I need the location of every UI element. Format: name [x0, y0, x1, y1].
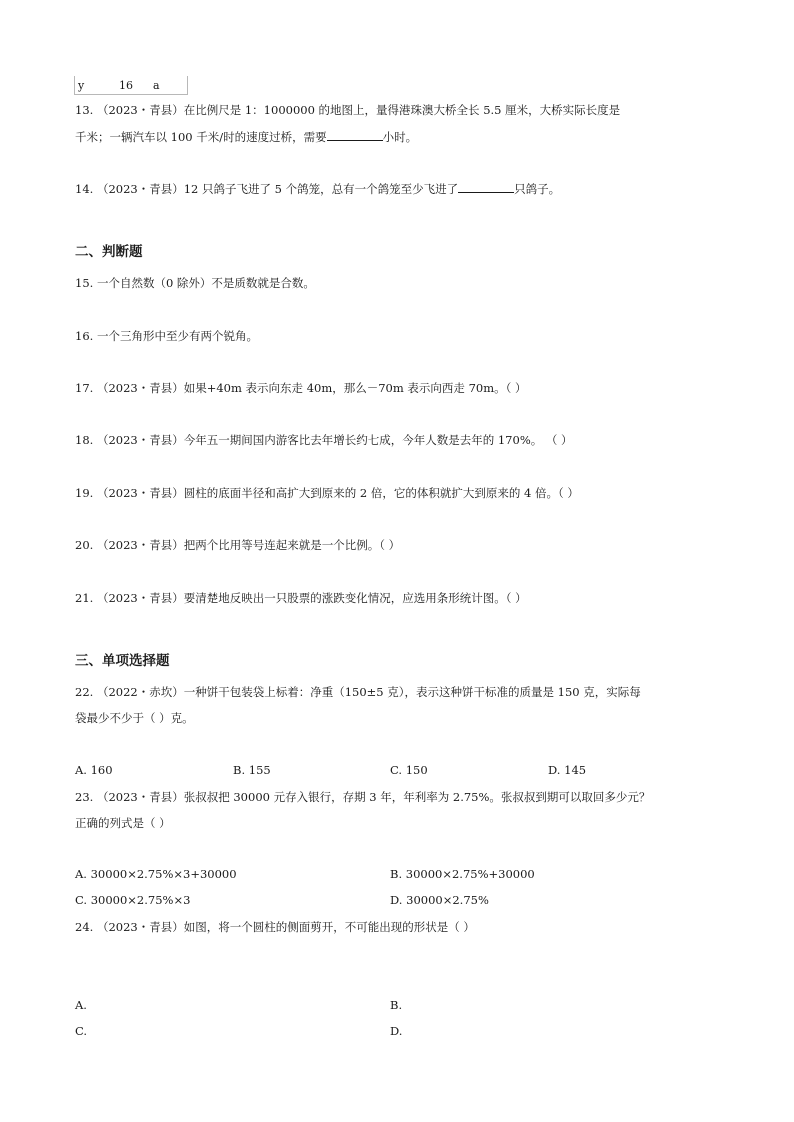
question-21: 21. （2023・青县）要清楚地反映出一只股票的涨跌变化情况，应选用条形统计图。（ ） — [75, 591, 527, 605]
question-20: 20. （2023・青县）把两个比用等号连起来就是一个比例。（ ） — [75, 538, 401, 552]
question-23-line1: 23. （2023・青县）张叔叔把 30000 元存入银行，存期 3 年，年利率为 2.75%。张叔叔到期可以取回多少元？ — [75, 790, 651, 804]
option-a[interactable]: A. — [75, 998, 87, 1012]
question-22-line2: 袋最少不少于（ ）克。 — [75, 711, 194, 725]
section-title-judgement: 二、判断题 — [75, 244, 143, 260]
question-14 — [75, 181, 560, 197]
question-14-text: 14. （2023・青县）12 只鸽子飞进了 5 个鸽笼，总有一个鸽笼至少飞进了 — [75, 182, 459, 196]
option-b[interactable]: B. 155 — [233, 763, 271, 777]
option-b[interactable]: B. 30000×2.75%+30000 — [390, 867, 535, 881]
question-13-line1: 13. （2023・青县）在比例尺是 1：1000000 的地图上，量得港珠澳大桥全长 5.5 厘米，大桥实际长度是 — [75, 103, 621, 117]
question-17: 17. （2023・青县）如果+40m 表示向东走 40m，那么－70m 表示向西走 70m。（ ） — [75, 381, 527, 395]
option-a[interactable]: A. 30000×2.75%×3+30000 — [75, 867, 237, 881]
option-d[interactable]: D. — [390, 1024, 403, 1038]
table-cell: a — [153, 79, 160, 92]
question-24: 24. （2023・青县）如图，将一个圆柱的侧面剪开，不可能出现的形状是（ ） — [75, 920, 475, 934]
option-b[interactable]: B. — [390, 998, 403, 1012]
option-c[interactable]: C. — [75, 1024, 88, 1038]
question-15: 15. 一个自然数（0 除外）不是质数就是合数。 — [75, 276, 315, 290]
question-23-line2: 正确的列式是（ ） — [75, 816, 171, 830]
question-14-unit: 只鸽子。 — [514, 182, 561, 196]
answer-blank[interactable] — [327, 130, 383, 141]
option-c[interactable]: C. 30000×2.75%×3 — [75, 893, 191, 907]
answer-blank[interactable] — [458, 182, 514, 193]
question-22-line1: 22. （2022・赤坎）一种饼干包装袋上标着：净重（150±5 克），表示这种饼干标准的质量是 150 克，实际每 — [75, 685, 641, 699]
option-d[interactable]: D. 30000×2.75% — [390, 893, 489, 907]
table-cell: 16 — [119, 79, 133, 92]
option-d[interactable]: D. 145 — [548, 763, 587, 777]
option-a[interactable]: A. 160 — [75, 763, 113, 777]
option-c[interactable]: C. 150 — [390, 763, 428, 777]
question-16: 16. 一个三角形中至少有两个锐角。 — [75, 329, 258, 343]
section-title-single-choice: 三、单项选择题 — [75, 653, 170, 669]
table-row-fragment — [74, 76, 188, 95]
table-cell: y — [78, 79, 85, 92]
question-13-line2 — [75, 129, 417, 145]
question-13-unit: 小时。 — [382, 130, 418, 144]
question-18: 18. （2023・青县）今年五一期间国内游客比去年增长约七成，今年人数是去年的 170%。 （ ） — [75, 433, 573, 447]
question-19: 19. （2023・青县）圆柱的底面半径和高扩大到原来的 2 倍，它的体积就扩大到原来的 4 倍。（ ） — [75, 486, 579, 500]
question-13-text: 千米；一辆汽车以 100 千米/时的速度过桥，需要 — [75, 130, 327, 144]
